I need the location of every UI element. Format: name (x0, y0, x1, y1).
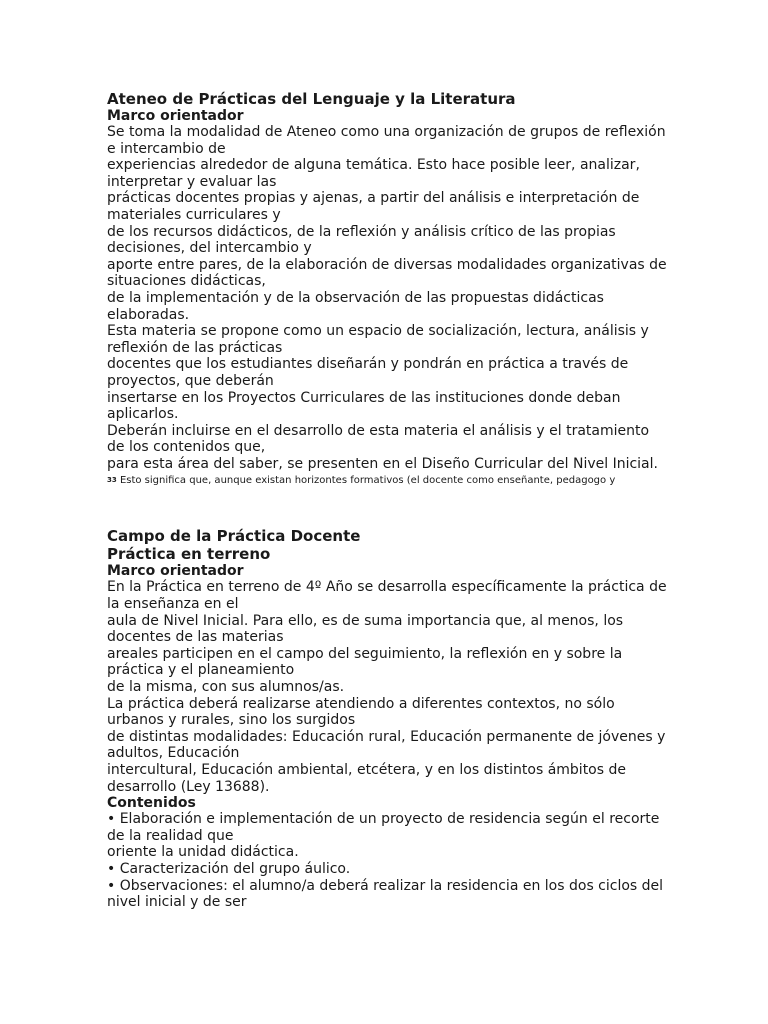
paragraph-line: docentes que los estudiantes diseñarán y pondrán en práctica a través de proyectos, que deberán (107, 356, 629, 389)
paragraph-line: insertarse en los Proyectos Curriculares de las instituciones donde deban aplicarlos. (107, 389, 621, 423)
section-title: Campo de la Práctica Docente (107, 527, 361, 546)
paragraph-line: experiencias alrededor de alguna temática. Esto hace posible leer, analizar, interpretar y evaluar las (107, 157, 640, 190)
paragraph-line: Esta materia se propone como un espacio de socialización, lectura, análisis y reflexión de las prácticas (107, 323, 649, 356)
paragraph-line: de la misma, con sus alumnos/as. (107, 679, 345, 696)
section-subtitle: Marco orientador (107, 563, 244, 580)
paragraph-line: areales participen en el campo del seguimiento, la reflexión en y sobre la práctica y el planeamiento (107, 645, 623, 679)
paragraph-line: de los recursos didácticos, de la reflexión y análisis crítico de las propias decisiones, del intercambio y (107, 223, 616, 257)
paragraph-line: de distintas modalidades: Educación rural, Educación permanente de jóvenes y adultos, Educación (107, 728, 666, 762)
paragraph-line: Se toma la modalidad de Ateneo como una organización de grupos de reflexión e intercambio de (107, 124, 666, 157)
list-item: • Caracterización del grupo áulico. (107, 860, 351, 877)
paragraph-line: intercultural, Educación ambiental, etcétera, y en los distintos ámbitos de desarrollo (Ley 13688). (107, 762, 626, 795)
footnote (107, 474, 667, 487)
footnote-mark: 33 (107, 476, 117, 485)
paragraph-line: aula de Nivel Inicial. Para ello, es de suma importancia que, al menos, los docentes de las materias (107, 612, 624, 646)
section-practica-docente (107, 527, 667, 910)
paragraph-line: para esta área del saber, se presenten en el Diseño Curricular del Nivel Inicial. (107, 455, 658, 472)
list-item: • Observaciones: el alumno/a deberá realizar la residencia en los dos ciclos del nivel inicial y de ser (107, 877, 664, 911)
paragraph-line: Deberán incluirse en el desarrollo de esta materia el análisis y el tratamiento de los contenidos que, (107, 422, 650, 456)
section-subtitle: Marco orientador (107, 108, 244, 124)
contents-heading: Contenidos (107, 795, 196, 812)
footnote-text: Esto significa que, aunque existan horizontes formativos (el docente como enseñante, pedagogo y (119, 475, 616, 487)
paragraph-line: La práctica deberá realizarse atendiendo a diferentes contextos, no sólo urbanos y rurales, sino los surgidos (107, 695, 615, 729)
paragraph-line: de la implementación y de la observación de las propuestas didácticas elaboradas. (107, 289, 604, 323)
section-title: Ateneo de Prácticas del Lenguaje y la Literatura (107, 90, 516, 108)
section-ateneo (107, 90, 667, 487)
list-item: • Elaboración e implementación de un proyecto de residencia según el recorte de la realidad que (107, 811, 660, 844)
document-page (107, 90, 667, 911)
list-item: oriente la unidad didáctica. (107, 844, 299, 861)
section-title-secondary: Práctica en terreno (107, 545, 271, 564)
paragraph-line: prácticas docentes propias y ajenas, a partir del análisis e interpretación de materiales curriculares y (107, 190, 640, 223)
paragraph-line: aporte entre pares, de la elaboración de diversas modalidades organizativas de situaciones didácticas, (107, 256, 667, 290)
paragraph-line: En la Práctica en terreno de 4º Año se desarrolla específicamente la práctica de la enseñanza en el (107, 579, 667, 613)
